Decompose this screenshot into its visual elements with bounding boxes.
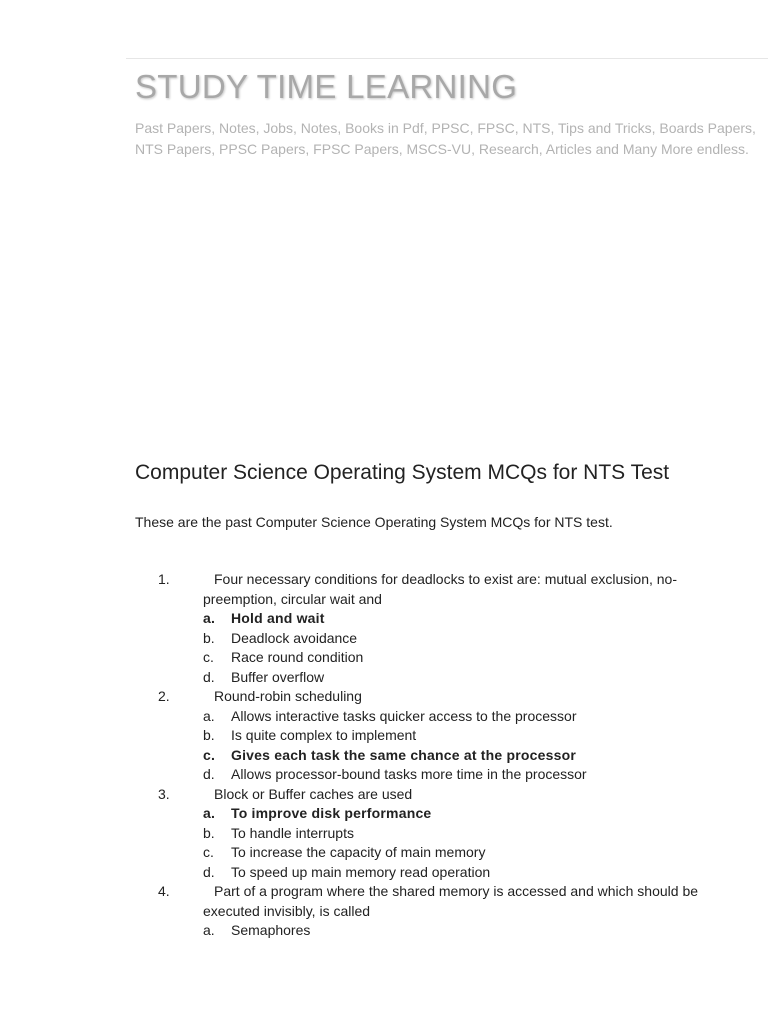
- option-text: To handle interrupts: [231, 824, 354, 841]
- site-description: Past Papers, Notes, Jobs, Notes, Books in Pdf, PPSC, FPSC, NTS, Tips and Tricks, Boards Papers, NTS Papers, PPSC Papers, FPSC Papers, MSCS-VU, Research, Articles and Many More endless.: [135, 120, 756, 157]
- question-text: Block or Buffer caches are used: [214, 785, 413, 802]
- option-item: [203, 765, 735, 785]
- option-text: Allows processor-bound tasks more time in the processor: [231, 766, 587, 782]
- option-letter: a.: [203, 707, 215, 724]
- option-item: [203, 824, 735, 844]
- option-text: To improve disk performance: [231, 805, 432, 821]
- option-letter: b.: [203, 727, 215, 743]
- option-item-correct: [203, 609, 735, 629]
- option-item: [203, 668, 735, 688]
- option-letter: b.: [203, 629, 215, 646]
- option-letter: d.: [203, 668, 215, 685]
- option-text: Hold and wait: [231, 610, 325, 626]
- site-title[interactable]: STUDY TIME LEARNING: [135, 68, 518, 105]
- header-divider: [126, 58, 768, 59]
- option-text: Allows interactive tasks quicker access to the processor: [231, 707, 577, 724]
- option-list: [203, 609, 735, 687]
- post-intro: These are the past Computer Science Operating System MCQs for NTS test.: [135, 514, 613, 530]
- option-text: Race round condition: [231, 649, 364, 665]
- option-list: [203, 707, 735, 785]
- question-number: 1.: [158, 571, 170, 587]
- option-text: Buffer overflow: [231, 668, 325, 685]
- option-letter: c.: [203, 844, 214, 860]
- option-letter: a.: [203, 922, 215, 938]
- option-item: [203, 863, 735, 883]
- post-title[interactable]: Computer Science Operating System MCQs for NTS Test: [135, 461, 670, 484]
- option-letter: a.: [203, 610, 216, 626]
- question-item: [135, 687, 735, 785]
- option-item: [203, 843, 735, 863]
- option-text: Semaphores: [231, 922, 311, 938]
- question-text: Four necessary conditions for deadlocks to exist are: mutual exclusion, no-preemption, circular wait and: [203, 571, 678, 607]
- question-text: Round-robin scheduling: [214, 688, 362, 704]
- option-letter: a.: [203, 805, 216, 821]
- option-item: [203, 921, 735, 941]
- option-letter: d.: [203, 863, 215, 880]
- option-item-correct: [203, 746, 735, 766]
- question-number: 3.: [158, 785, 170, 802]
- option-letter: d.: [203, 766, 215, 782]
- question-item: [135, 785, 735, 883]
- option-list: [203, 804, 735, 882]
- option-list: [203, 921, 735, 941]
- option-item: [203, 707, 735, 727]
- option-text: To speed up main memory read operation: [231, 863, 491, 880]
- option-text: Deadlock avoidance: [231, 629, 358, 646]
- option-letter: b.: [203, 824, 215, 841]
- option-item: [203, 726, 735, 746]
- question-number: 2.: [158, 688, 170, 704]
- question-item: [135, 570, 735, 687]
- option-text: Gives each task the same chance at the processor: [231, 746, 576, 763]
- option-letter: c.: [203, 746, 216, 763]
- question-number: 4.: [158, 883, 170, 899]
- option-letter: c.: [203, 649, 214, 665]
- question-text: Part of a program where the shared memory is accessed and which should be executed invisibly, is called: [203, 883, 699, 919]
- question-item: [135, 882, 735, 941]
- option-item: [203, 648, 735, 668]
- option-text: Is quite complex to implement: [231, 727, 417, 743]
- option-text: To increase the capacity of main memory: [231, 844, 486, 860]
- option-item-correct: [203, 804, 735, 824]
- mcq-list: [135, 570, 735, 941]
- option-item: [203, 629, 735, 649]
